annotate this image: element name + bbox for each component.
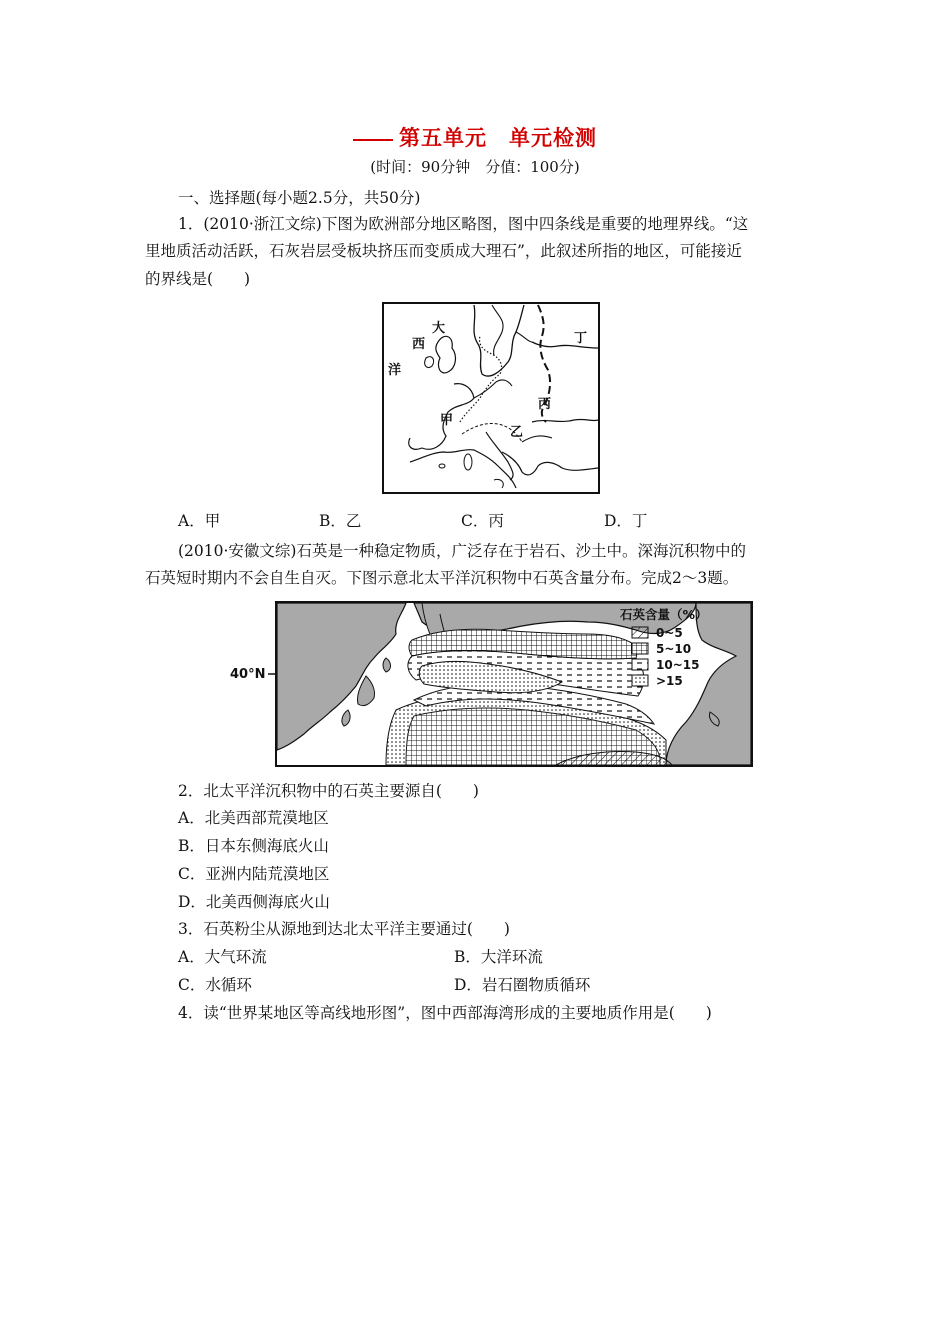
q2-option-b[interactable]: B．日本东侧海底火山 xyxy=(178,837,329,855)
map-label-ding: 丁 xyxy=(574,331,588,346)
title-test: 单元检测 xyxy=(509,125,597,150)
q2-option-d[interactable]: D．北美西侧海底火山 xyxy=(178,893,330,911)
title-dash xyxy=(353,139,393,141)
q1-line2: 里地质活动活跃，石灰岩层受板块挤压而变质成大理石”，此叙述所指的地区，可能接近 xyxy=(145,242,742,260)
q2-option-c[interactable]: C．亚洲内陆荒漠地区 xyxy=(178,865,330,883)
page-title xyxy=(0,122,950,152)
exam-info: (时间：90分钟 分值：100分) xyxy=(370,158,580,176)
pacific-quartz-map xyxy=(226,600,754,768)
section-heading: 一、选择题(每小题2.5分，共50分) xyxy=(178,189,421,207)
map-label-yang: 洋 xyxy=(388,363,402,378)
title-unit: 第五单元 xyxy=(399,125,487,150)
europe-map xyxy=(382,302,600,494)
q1-option-b[interactable]: B．乙 xyxy=(319,512,362,530)
map-label-yi: 乙 xyxy=(510,425,524,440)
q23-intro-line2: 石英短时期内不会自生自灭。下图示意北太平洋沉积物中石英含量分布。完成2～3题。 xyxy=(145,569,739,587)
map-label-da: 大 xyxy=(432,321,446,336)
q2-option-a[interactable]: A．北美西部荒漠地区 xyxy=(178,809,329,827)
lat-40n-label: 40°N xyxy=(230,667,266,682)
legend-item-10-15: 10~15 xyxy=(656,658,700,672)
legend-item-0-5: 0~5 xyxy=(656,626,683,640)
map-label-xi: 西 xyxy=(412,337,426,352)
map-label-bing: 丙 xyxy=(538,397,552,412)
q3-option-a[interactable]: A．大气环流 xyxy=(178,948,267,966)
q1-option-d[interactable]: D．丁 xyxy=(604,512,648,530)
q3-option-c[interactable]: C．水循环 xyxy=(178,976,252,994)
map-label-jia: 甲 xyxy=(440,413,454,428)
q3-option-b[interactable]: B．大洋环流 xyxy=(454,948,543,966)
q3-option-d[interactable]: D．岩石圈物质循环 xyxy=(454,976,591,994)
q23-intro-line1: (2010·安徽文综)石英是一种稳定物质，广泛存在于岩石、沙土中。深海沉积物中的 xyxy=(178,542,746,560)
q1-line3: 的界线是( ) xyxy=(145,270,251,288)
q2-stem: 2．北太平洋沉积物中的石英主要源自( ) xyxy=(178,782,479,800)
q1-option-c[interactable]: C．丙 xyxy=(461,512,504,530)
legend-title: 石英含量（%） xyxy=(620,607,708,622)
legend-item-over-15: >15 xyxy=(656,674,683,688)
legend-item-5-10: 5~10 xyxy=(656,642,692,656)
q1-line1: 1．(2010·浙江文综)下图为欧洲部分地区略图，图中四条线是重要的地理界线。“这 xyxy=(178,215,749,233)
q1-option-a[interactable]: A．甲 xyxy=(178,512,221,530)
q4-stem: 4．读“世界某地区等高线地形图”，图中西部海湾形成的主要地质作用是( ) xyxy=(178,1004,712,1022)
q3-stem: 3．石英粉尘从源地到达北太平洋主要通过( ) xyxy=(178,920,510,938)
